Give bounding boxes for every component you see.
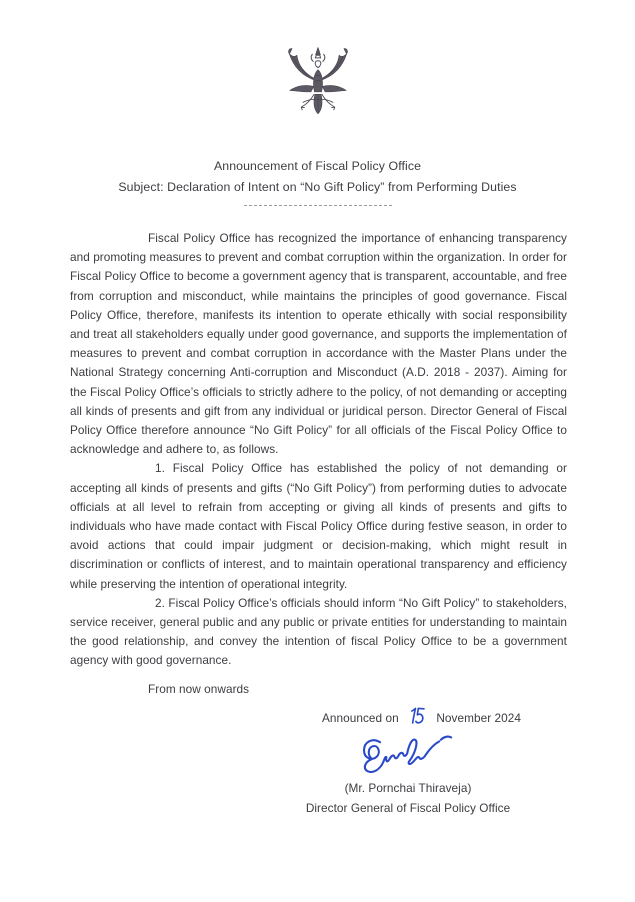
document-title: Announcement of Fiscal Policy Office xyxy=(213,159,422,173)
announced-on-label: Announced on xyxy=(322,710,399,725)
dashed-divider xyxy=(244,205,392,206)
announced-date-label: November 2024 xyxy=(436,710,521,725)
emblem-container xyxy=(0,46,635,134)
document-body xyxy=(70,229,567,818)
title-block xyxy=(0,156,635,206)
signature-block xyxy=(288,734,528,818)
policy-item-1: 1. Fiscal Policy Office has established the policy of not demanding or accepting all kinds of presents and gifts (“No Gift Policy”) from performing duties to advocate officials at all level to refrain from accepting or giving all kinds of presents and gifts to individuals who have made contact with Fiscal Policy Office during festive season, in order to avoid actions that could impair judgment or decision-making, which might result in discrimination or conflicts of interest, and to maintain operational transparency and efficiency while preserving the intention of operational integrity. xyxy=(70,461,567,591)
closing-line: From now onwards xyxy=(148,681,250,696)
signatory-name: (Mr. Pornchai Thiraveja) xyxy=(344,781,472,796)
garuda-emblem-icon xyxy=(274,46,362,134)
signatory-title: Director General of Fiscal Policy Office xyxy=(305,800,511,815)
intro-paragraph: Fiscal Policy Office has recognized the importance of enhancing transparency and promoting measures to prevent and combat corruption within the organization. In order for Fiscal Policy Office to become a government agency that is transparent, accountable, and free from corruption and misconduct, while maintains the principles of good governance. Fiscal Policy Office, therefore, manifests its intention to operate ethically with social responsibility and treat all stakeholders equally under good governance, and supports the implementation of measures to prevent and combat corruption in accordance with the Master Plans under the National Strategy concerning Anti-corruption and Misconduct (A.D. 2018 - 2037). Aiming for the Fiscal Policy Office’s officials to strictly adhere to the policy, of not demanding or accepting all kinds of presents and gift from any individual or juridical person. Director General of Fiscal Policy Office therefore announce “No Gift Policy” for all officials of the Fiscal Policy Office to acknowledge and adhere to, as follows. xyxy=(70,231,567,457)
document-subject: Subject: Declaration of Intent on “No Gift Policy” from Performing Duties xyxy=(118,180,517,194)
announcement-date-line xyxy=(322,706,567,728)
signature-ink-icon xyxy=(356,734,460,776)
policy-item-2: 2. Fiscal Policy Office’s officials should inform “No Gift Policy” to stakeholders, service receiver, general public and any public or private entities for understanding to maintain the good relationship, and convey the intention of fiscal Policy Office to be a government agency with good governance. xyxy=(70,595,567,668)
handwritten-day-icon xyxy=(407,706,428,727)
